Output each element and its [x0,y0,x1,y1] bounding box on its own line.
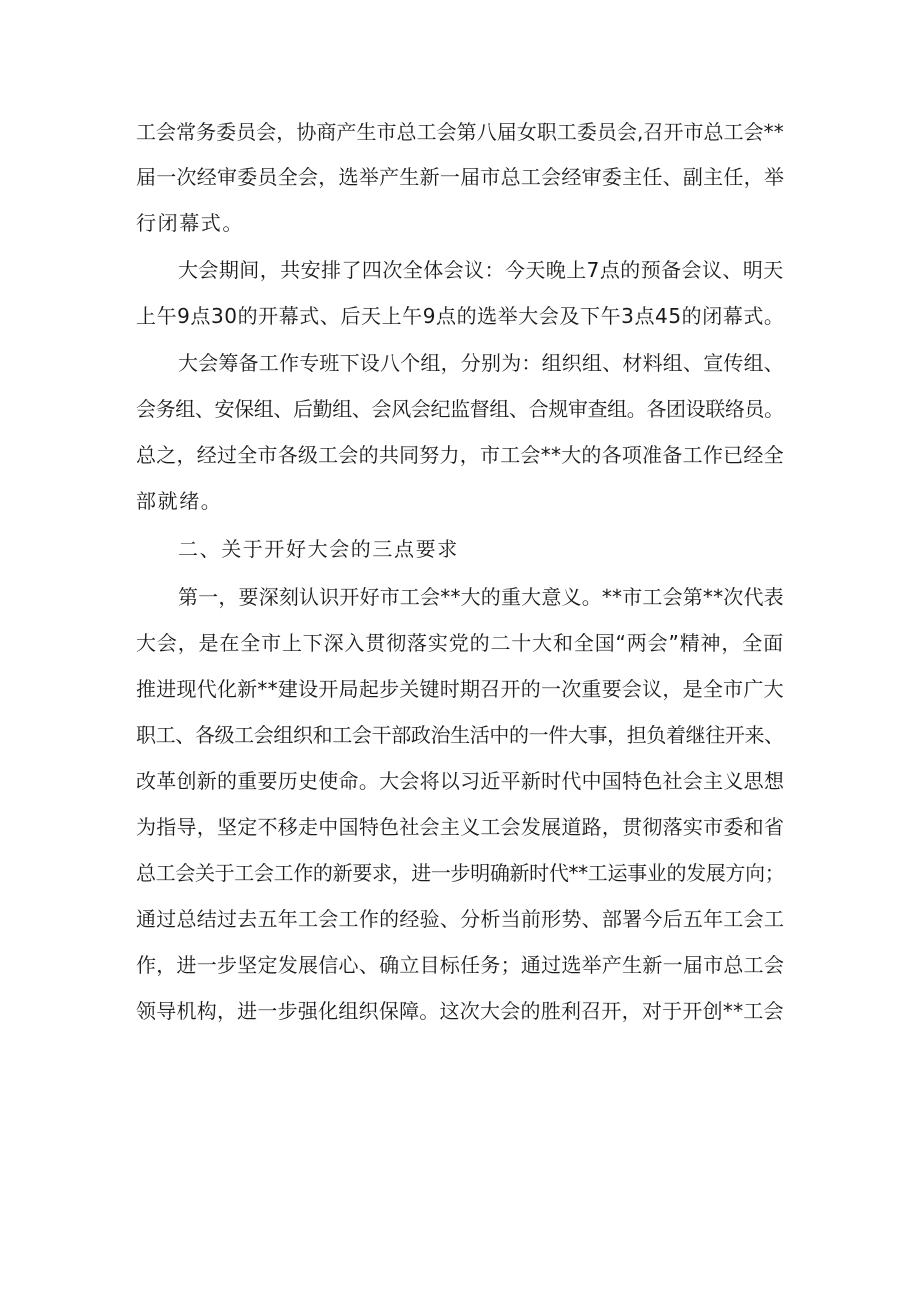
text-line: 总之，经过全市各级工会的共同努力，市工会**大的各项准备工作已经全 [136,443,784,467]
section-heading: 二、关于开好大会的三点要求 [178,537,459,561]
text-line: 大会期间，共安排了四次全体会议：今天晚上7点的预备会议、明天 [178,258,784,282]
text-line: 工会常务委员会，协商产生市总工会第八届女职工委员会,召开市总工会** [136,120,784,144]
text-line: 通过总结过去五年工会工作的经验、分析当前形势、部署今后五年工会工 [136,907,785,931]
text-line: 会务组、安保组、后勤组、会风会纪监督组、合规审查组。各团设联络员。 [136,397,784,421]
text-line: 总工会关于工会工作的新要求，进一步明确新时代**工运事业的发展方向； [136,861,785,885]
text-line: 职工、各级工会组织和工会干部政治生活中的一件大事，担负着继往开来、 [136,723,784,747]
text-line: 为指导，坚定不移走中国特色社会主义工会发展道路，贯彻落实市委和省 [136,815,785,839]
text-line: 领导机构，进一步强化组织保障。这次大会的胜利召开，对于开创**工会 [136,999,784,1023]
text-line: 大会筹备工作专班下设八个组，分别为：组织组、材料组、宣传组、 [178,351,784,375]
text-line: 作，进一步坚定发展信心、确立目标任务；通过选举产生新一届市总工会 [136,953,785,977]
text-line: 改革创新的重要历史使命。大会将以习近平新时代中国特色社会主义思想 [136,769,785,793]
text-line: 推进现代化新**建设开局起步关键时期召开的一次重要会议，是全市广大 [136,677,784,701]
text-line: 第一，要深刻认识开好市工会**大的重大意义。**市工会第**次代表 [178,585,784,609]
text-line: 部就绪。 [136,489,223,513]
text-line: 行闭幕式。 [136,211,244,235]
text-line: 上午9点30的开幕式、后天上午9点的选举大会及下午3点45的闭幕式。 [136,304,785,328]
text-line: 大会，是在全市上下深入贯彻落实党的二十大和全国“两会”精神，全面 [136,631,784,655]
text-line: 届一次经审委员全会，选举产生新一届市总工会经审委主任、副主任，举 [136,165,785,189]
